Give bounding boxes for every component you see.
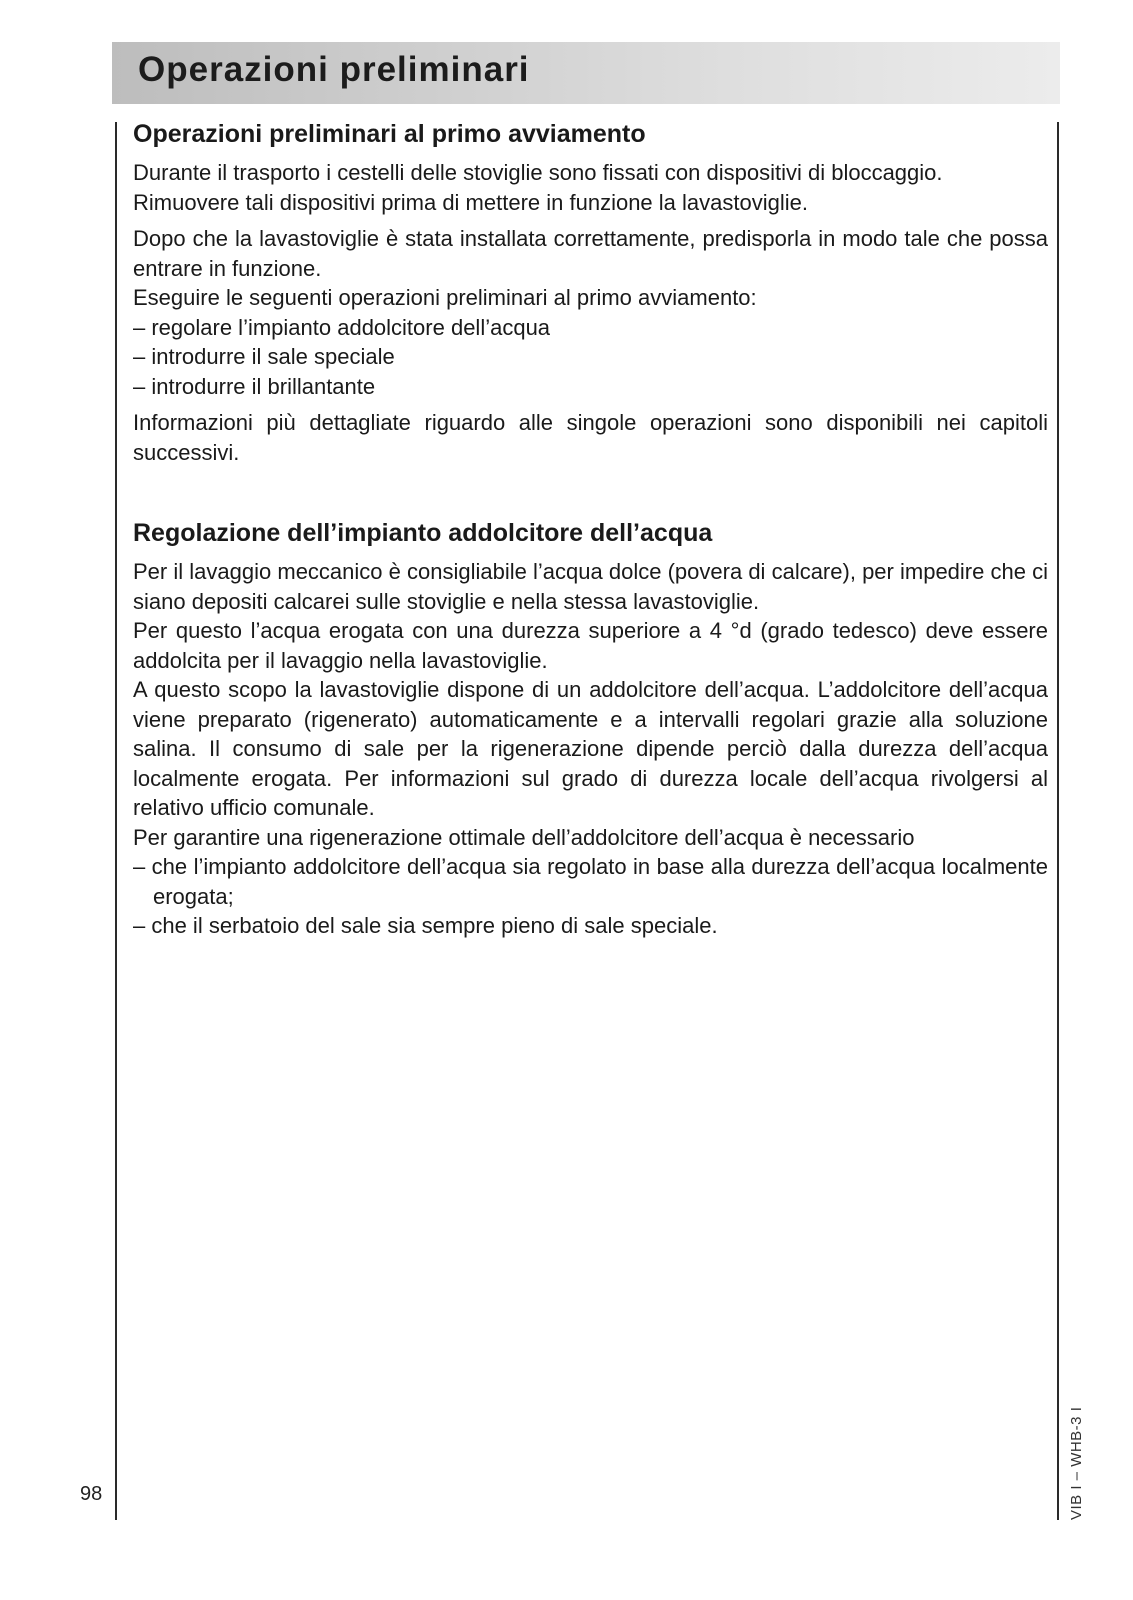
- list-item: – introdurre il sale speciale: [133, 344, 395, 369]
- paragraph: Per questo l’acqua erogata con una durezza superiore a 4 °d (grado tedesco) deve essere addolcita per il lavaggio nella lavastoviglie.: [133, 618, 1048, 673]
- document-code: VIB I – WHB-3 I: [1068, 1406, 1085, 1520]
- paragraph: Per il lavaggio meccanico è consigliabile l’acqua dolce (povera di calcare), per impedire che ci siano depositi calcarei sulle stoviglie e nella stessa lavastoviglie.: [133, 559, 1048, 614]
- section-heading: Operazioni preliminari al primo avviamento: [133, 120, 646, 148]
- paragraph: Informazioni più dettagliate riguardo alle singole operazioni sono disponibili nei capitoli successivi.: [133, 410, 1048, 465]
- page-number: 98: [80, 1483, 103, 1505]
- left-margin-rule: [115, 122, 117, 1520]
- right-margin-rule: [1057, 122, 1059, 1520]
- paragraph: A questo scopo la lavastoviglie dispone di un addolcitore dell’acqua. L’addolcitore dell’acqua viene preparato (rigenerato) automaticamente e a intervalli regolari grazie alla soluzione salina. Il consumo di sale per la rigenerazione dipende perciò dalla durezza dell’acqua localmente erogata. Per informazioni sul grado di durezza locale dell’acqua rivolgersi al relativo ufficio comunale.: [133, 677, 1048, 820]
- paragraph: Eseguire le seguenti operazioni preliminari al primo avviamento:: [133, 285, 757, 310]
- main-content: [133, 116, 1048, 941]
- list-item: – che l’impianto addolcitore dell’acqua sia regolato in base alla durezza dell’acqua localmente erogata;: [133, 854, 1048, 909]
- list-item: – regolare l’impianto addolcitore dell’acqua: [133, 314, 551, 340]
- section-heading: Regolazione dell’impianto addolcitore dell’acqua: [133, 519, 713, 547]
- list-item: – introdurre il brillantante: [133, 373, 376, 399]
- paragraph: Durante il trasporto i cestelli delle stoviglie sono fissati con dispositivi di bloccaggio.: [133, 160, 943, 185]
- paragraph: Rimuovere tali dispositivi prima di mettere in funzione la lavastoviglie.: [133, 189, 808, 215]
- section-first-startup: [133, 116, 1048, 467]
- section-water-softener: [133, 515, 1048, 941]
- paragraph: Per garantire una rigenerazione ottimale dell’addolcitore dell’acqua è necessario: [133, 824, 915, 850]
- page-title: Operazioni preliminari: [138, 50, 530, 89]
- list-item: – che il serbatoio del sale sia sempre pieno di sale speciale.: [133, 913, 718, 938]
- paragraph: Dopo che la lavastoviglie è stata installata correttamente, predisporla in modo tale che possa entrare in funzione.: [133, 226, 1048, 281]
